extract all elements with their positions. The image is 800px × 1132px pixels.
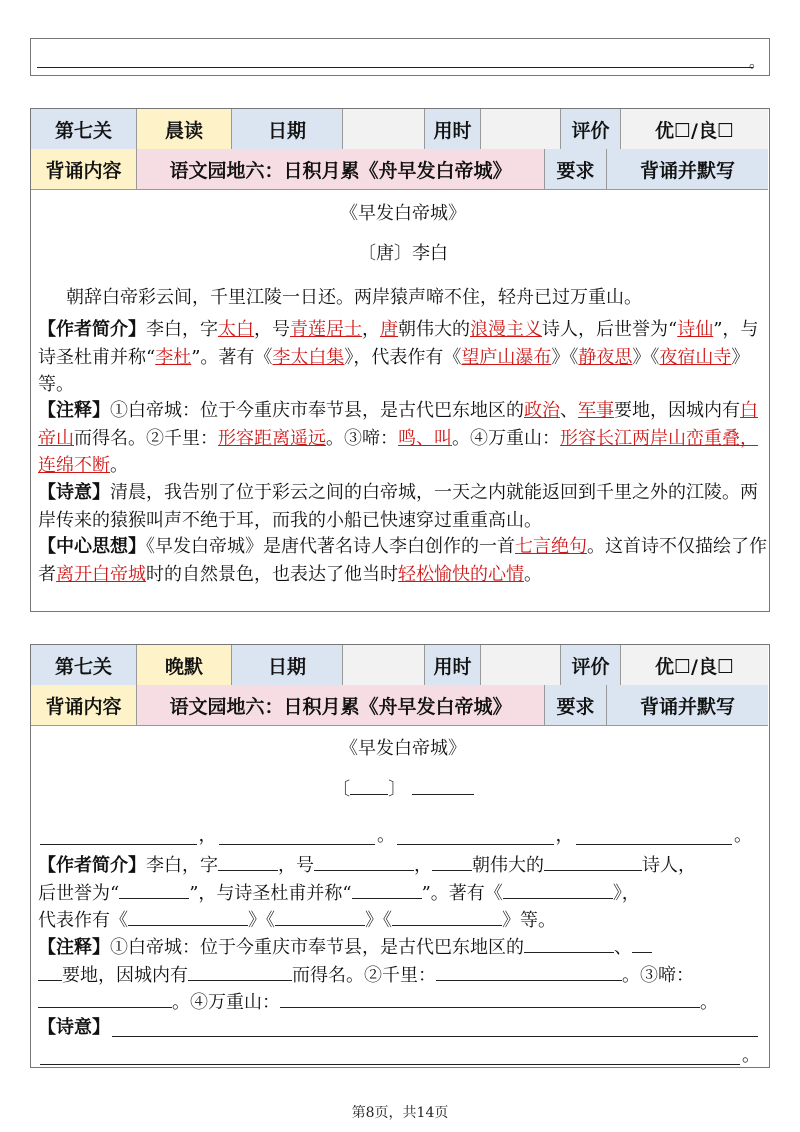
poem-title: 《早发白帝城》	[340, 203, 466, 224]
eval-options[interactable]: 优☐/良☐	[621, 109, 768, 149]
meaning-line-2-row: 。	[38, 1042, 760, 1070]
poem-author: 〔唐〕李白	[358, 243, 448, 264]
date-label: 日期	[232, 645, 343, 685]
header-row-2	[31, 149, 768, 190]
time-label: 用时	[425, 645, 481, 685]
poem-text: 朝辞白帝彩云间，千里江陵一日还。两岸猿声啼不住，轻舟已过万重山。	[66, 287, 642, 308]
author-intro: 【作者简介】李白，字太白，号青莲居士，唐朝伟大的浪漫主义诗人，后世誉为“诗仙”，与诗圣杜甫并称“李杜”。著有《李太白集》，代表作有《望庐山瀑布》《静夜思》《夜宿山寺》等。	[38, 319, 759, 395]
eval-label: 评价	[561, 645, 621, 685]
level-cell: 第七关	[31, 645, 137, 685]
session-cell: 晨读	[137, 109, 232, 149]
blank-line-4[interactable]	[576, 843, 733, 845]
meaning-line-2[interactable]	[40, 1063, 740, 1065]
author-intro-blanks: 【作者简介】李白，字 ，号 ， 朝伟大的 诗人， 后世誉为“ ”，与诗圣杜甫并称“ ”。著有《 》， 代表作有《 》《 》《 》等。	[38, 855, 696, 931]
level-cell: 第七关	[31, 109, 137, 149]
time-value[interactable]	[481, 109, 561, 149]
session-cell: 晚默	[137, 645, 232, 685]
meaning-line-1[interactable]	[112, 1035, 758, 1037]
time-label: 用时	[425, 109, 481, 149]
content-value: 语文园地六：日积月累《舟早发白帝城》	[137, 685, 545, 725]
theme: 【中心思想】《早发白帝城》是唐代著名诗人李白创作的一首七言绝句。这首诗不仅描绘了作者离开白帝城时的自然景色，也表达了他当时轻松愉快的心情。	[38, 536, 767, 585]
time-value[interactable]	[481, 645, 561, 685]
date-label: 日期	[232, 109, 343, 149]
blank-line-2[interactable]	[219, 843, 376, 845]
dynasty-blank	[350, 793, 388, 795]
eval-options[interactable]: 优☐/良☐	[621, 645, 768, 685]
blank-line-3[interactable]	[397, 843, 554, 845]
notes-blanks: 【注释】①白帝城：位于今重庆市奉节县，是古代巴东地区的 、 要地，因城内有 而得名。②千里： 。③啼： 。④万重山： 。	[38, 937, 718, 1013]
page-footer: 第8页，共14页	[351, 1105, 449, 1121]
top-answer-box	[30, 38, 770, 76]
header-row-2	[31, 685, 768, 726]
content-value: 语文园地六：日积月累《舟早发白帝城》	[137, 149, 545, 189]
requirement-value: 背诵并默写	[607, 685, 768, 725]
meaning: 【诗意】清晨，我告别了位于彩云之间的白帝城，一天之内就能返回到千里之外的江陵。两岸传来的猿猴叫声不绝于耳，而我的小船已快速穿过重重高山。	[38, 482, 758, 531]
notes: 【注释】①白帝城：位于今重庆市奉节县，是古代巴东地区的政治、军事要地，因城内有白帝山而得名。②千里：形容距离遥远。③啼：鸣、叫。④万重山：形容长江两岸山峦重叠，连绵不断。	[38, 400, 758, 476]
blank-line-1[interactable]	[40, 843, 197, 845]
author-blank	[412, 793, 474, 795]
header-row-1	[31, 109, 768, 150]
poem-author-blanks: 〔 〕	[38, 776, 768, 804]
content-label: 背诵内容	[31, 685, 137, 725]
answer-line	[37, 67, 753, 68]
poem-blank-line: ， 。 ， 。	[38, 822, 752, 850]
date-value[interactable]	[343, 645, 425, 685]
requirement-label: 要求	[545, 685, 607, 725]
meaning-blanks: 【诗意】	[38, 1014, 760, 1042]
content-label: 背诵内容	[31, 149, 137, 189]
requirement-value: 背诵并默写	[607, 149, 768, 189]
date-value[interactable]	[343, 109, 425, 149]
poem-title: 《早发白帝城》	[340, 738, 466, 759]
header-row-1	[31, 645, 768, 686]
eval-label: 评价	[561, 109, 621, 149]
requirement-label: 要求	[545, 149, 607, 189]
end-mark: 。	[748, 52, 765, 71]
